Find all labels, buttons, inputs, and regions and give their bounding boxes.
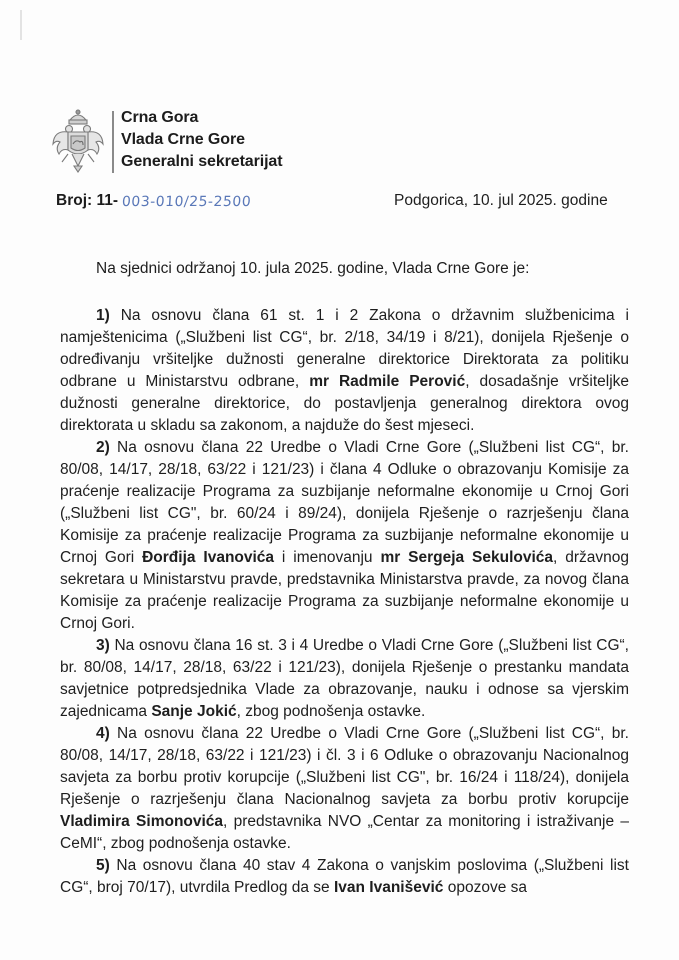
person-name: Ivan Ivanišević [333,879,444,896]
header-government: Vlada Crne Gore [121,131,245,148]
decision-item-5: 5) Na osnovu člana 40 stav 4 Zakona o vanjskim poslovima („Službeni list CG“, broj 70/17), utvrdila Predlog da se Ivan Ivanišević opozove sa [60,857,629,896]
decision-item-3: 3) Na osnovu člana 16 st. 3 i 4 Uredbe o Vladi Crne Gore („Službeni list CG“, br. 80/08, 14/17, 28/18, 63/22 i 121/23), donijela Rješenje o prestanku mandata savjetnice potpredsjednika Vlade za obrazovanje, nauku i odnose sa vjerskim zajednicama Sanje Jokić, zbog podnošenja ostavke. [60,637,629,720]
handwritten-reference-number: 003-010/25-2500 [121,194,252,210]
person-name: Vladimira Simonovića [60,813,224,830]
person-name: Sanje Jokić [151,703,237,720]
reference-label: Broj: 11- [56,192,119,209]
decision-item-4: 4) Na osnovu člana 22 Uredbe o Vladi Crne Gore („Službeni list CG“, br. 80/08, 14/17, 28/18, 63/22 i 121/23) i čl. 3 i 6 Odluke o obrazovanju Nacionalnog savjeta za borbu protiv korupcije („Službeni list CG", br. 16/24 i 118/24), donijela Rješenje o razrješenju člana Nacionalnog savjeta za borbu protiv korupcije Vladimira Simonovića, predstavnika NVO „Centar za monitoring i istraživanje – CeMI“, zbog podnošenja ostavke. [60,725,629,852]
person-name: Đorđija Ivanovića [142,549,275,566]
item-number: 1) [96,307,110,324]
decision-item-1: 1) Na osnovu člana 61 st. 1 i 2 Zakona o državnim službenicima i namještenicima („Službeni list CG“, br. 2/18, 34/19 i 8/21), donijela Rješenje o određivanju vršiteljke dužnosti generalne direktorice Direktorata za politiku odbrane u Ministarstvu odbrane, mr Radmile Perović, dosadašnje vršiteljke dužnosti generalne direktorice, do postavljenja generalnog direktora ovog direktorata u skladu sa zakonom, a najduže do šest mjeseci. [60,307,630,434]
session-intro: Na sjednici održanoj 10. jula 2025. godine, Vlada Crne Gore je: [96,260,530,277]
decision-item-2: 2) Na osnovu člana 22 Uredbe o Vladi Crne Gore („Službeni list CG“, br. 80/08, 14/17, 28/18, 63/22 i 121/23) i člana 4 Odluke o obrazovanju Komisije za praćenje realizacije Programa za suzbijanje neformalne ekonomije u Crnoj Gori („Službeni list CG", br. 60/24 i 89/24), donijela Rješenje o razrješenju člana Komisije za praćenje realizacije Programa za suzbijanje neformalne ekonomije u Crnoj Gori Đorđija Ivanovića i imenovanju mr Sergeja Sekulovića, državnog sekretara u Ministarstvu pravde, predstavnika Ministarstva pravde, za novog člana Komisije za praćenje realizacije Programa za suzbijanje neformalne ekonomije u Crnoj Gori. [60,439,629,632]
reference-number [56,192,251,210]
person-name: mr Sergeja Sekulovića [380,549,554,566]
item-number: 2) [96,439,110,456]
document-date: Podgorica, 10. jul 2025. godine [394,192,608,209]
header-country: Crna Gora [121,109,199,126]
item-number: 4) [96,725,110,742]
item-number: 5) [96,857,110,874]
scan-artifact [20,10,22,40]
header-department: Generalni sekretarijat [121,153,283,170]
decision-list [60,305,629,899]
person-name: mr Radmile Perović [309,373,466,390]
item-number: 3) [96,637,110,654]
header-divider [112,111,114,173]
institution-header [121,107,282,173]
coat-of-arms-icon [50,108,106,174]
